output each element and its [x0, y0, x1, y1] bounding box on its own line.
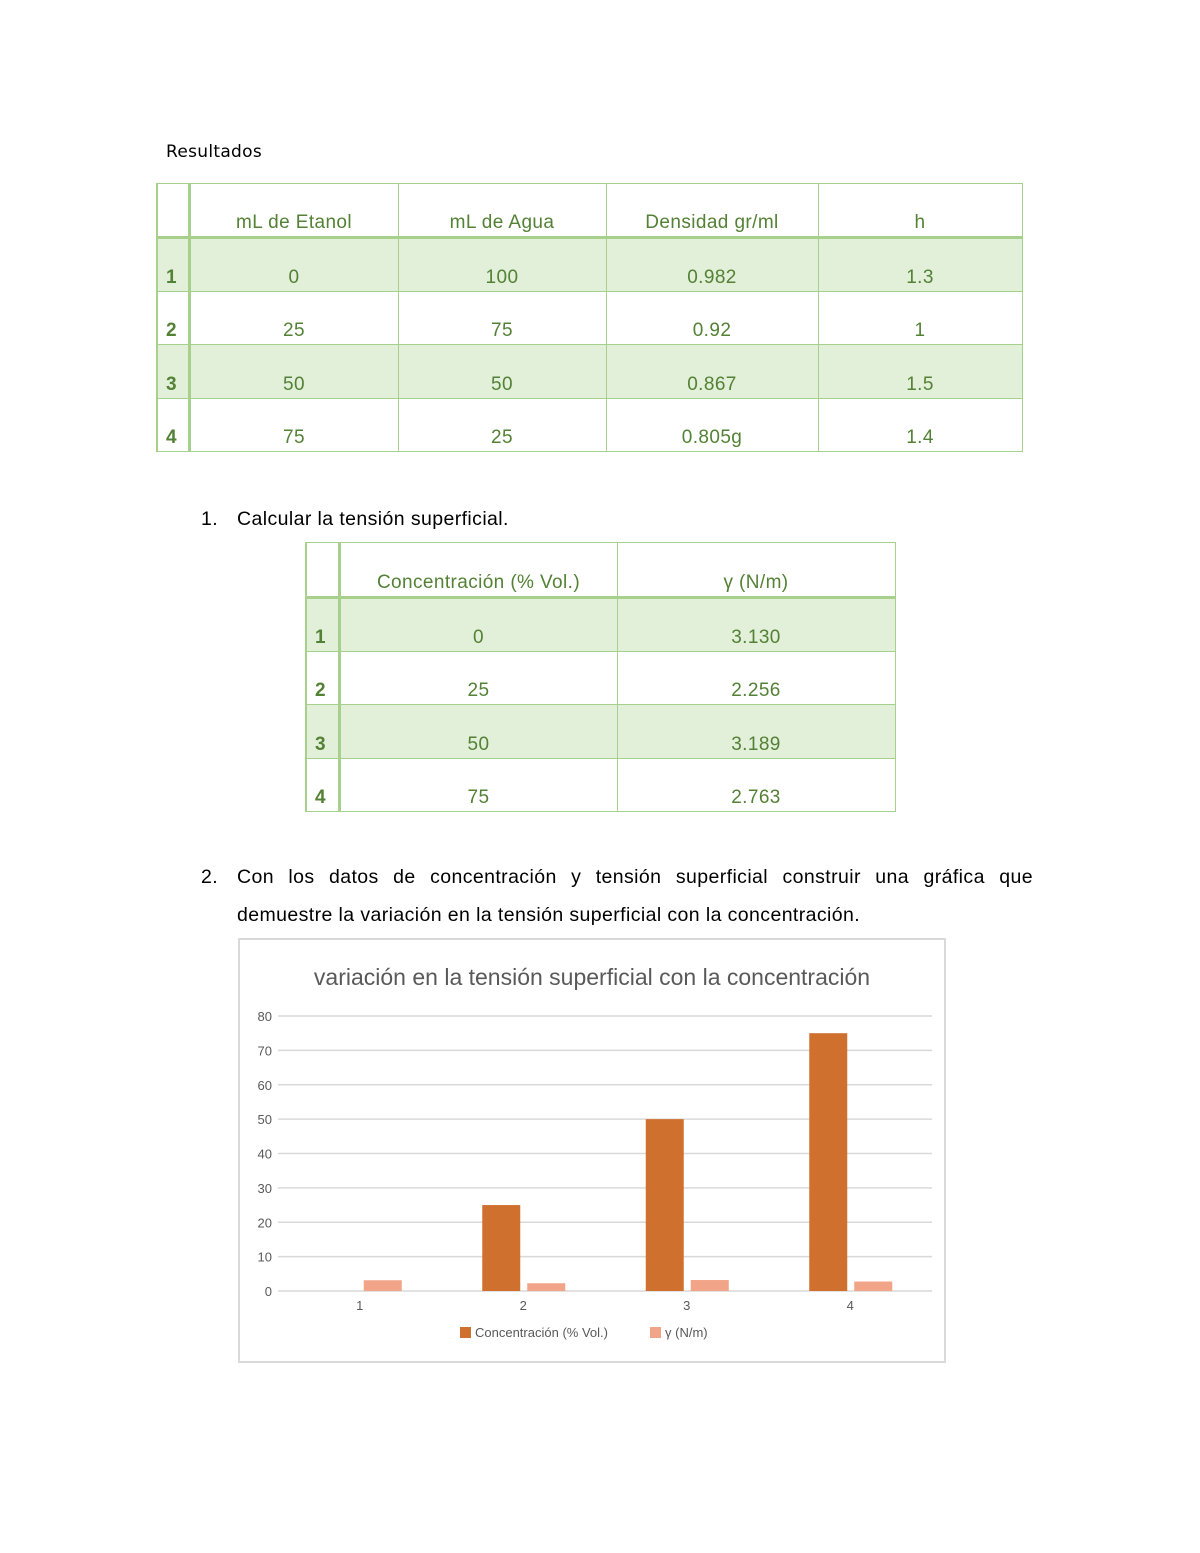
- legend-swatch: [650, 1327, 661, 1338]
- table-cell: 25: [339, 652, 617, 705]
- table-header-cell: mL de Agua: [398, 184, 606, 238]
- table-cell: 0.867: [606, 345, 818, 399]
- table-header-cell: [306, 543, 339, 598]
- row-index: 3: [306, 705, 339, 759]
- table-row: [306, 759, 895, 812]
- table-cell: 0.92: [606, 292, 818, 345]
- row-index: 1: [306, 598, 339, 652]
- table-row: [306, 705, 895, 759]
- y-tick-label: 60: [257, 1077, 272, 1093]
- bar-series-2: [854, 1282, 892, 1291]
- table-cell: 1.4: [818, 399, 1022, 452]
- table-header-cell: mL de Etanol: [189, 184, 398, 238]
- table-cell: 0: [339, 598, 617, 652]
- y-tick-label: 70: [257, 1043, 272, 1059]
- table-cell: 100: [398, 238, 606, 292]
- table-header-cell: [157, 184, 189, 238]
- table-cell: 50: [189, 345, 398, 399]
- y-tick-label: 50: [257, 1112, 272, 1128]
- y-tick-label: 40: [257, 1146, 272, 1162]
- x-tick-label: 2: [519, 1298, 527, 1313]
- row-index: 1: [157, 238, 189, 292]
- table-header-row: [306, 543, 895, 598]
- table-row: [157, 238, 1022, 292]
- y-tick-label: 0: [264, 1284, 272, 1299]
- bar-series-1: [646, 1119, 684, 1291]
- row-index: 4: [157, 399, 189, 452]
- table-header-cell: γ (N/m): [617, 543, 895, 598]
- table-cell: 2.256: [617, 652, 895, 705]
- x-tick-label: 3: [683, 1298, 691, 1313]
- bar-series-2: [527, 1283, 565, 1291]
- table-cell: 50: [339, 705, 617, 759]
- table-row: [157, 399, 1022, 452]
- row-index: 3: [157, 345, 189, 399]
- table-cell: 3.189: [617, 705, 895, 759]
- bar-series-2: [364, 1280, 402, 1291]
- table-cell: 0.805g: [606, 399, 818, 452]
- table-cell: 50: [398, 345, 606, 399]
- row-index: 2: [157, 292, 189, 345]
- table-cell: 1.3: [818, 238, 1022, 292]
- table-row: [306, 598, 895, 652]
- table-cell: 0: [189, 238, 398, 292]
- x-tick-label: 4: [846, 1298, 854, 1313]
- table-header-row: [157, 184, 1022, 238]
- question-text: Con los datos de concentración y tensión superficial construir una gráfica que demuestre la variación en la tensión superficial con la concentración.: [237, 866, 1033, 926]
- y-tick-label: 30: [257, 1180, 272, 1196]
- table-row: [157, 292, 1022, 345]
- table-row: [306, 652, 895, 705]
- table-cell: 75: [339, 759, 617, 812]
- table-cell: 3.130: [617, 598, 895, 652]
- list-number: 1.: [201, 508, 219, 530]
- bar-series-1: [482, 1205, 520, 1291]
- chart-container: [238, 938, 946, 1363]
- table-row: [157, 345, 1022, 399]
- table-cell: 0.982: [606, 238, 818, 292]
- results-table: [156, 183, 1023, 452]
- table-header-cell: Concentración (% Vol.): [339, 543, 617, 598]
- bar-series-1: [809, 1033, 847, 1291]
- section-heading: Resultados: [166, 142, 262, 162]
- question-text: Calcular la tensión superficial.: [237, 508, 509, 530]
- table-cell: 25: [398, 399, 606, 452]
- legend-swatch: [460, 1327, 471, 1338]
- table-cell: 75: [189, 399, 398, 452]
- surface-tension-table: [305, 542, 896, 812]
- list-number: 2.: [201, 866, 219, 888]
- legend-label: Concentración (% Vol.): [475, 1325, 608, 1340]
- x-tick-label: 1: [356, 1298, 364, 1313]
- y-tick-label: 20: [257, 1215, 272, 1231]
- legend-label: γ (N/m): [665, 1325, 708, 1340]
- chart-title: variación en la tensión superficial con la concentración: [313, 964, 871, 990]
- table-cell: 75: [398, 292, 606, 345]
- bar-series-2: [691, 1280, 729, 1291]
- bar-chart: [240, 940, 944, 1361]
- table-header-cell: h: [818, 184, 1022, 238]
- y-tick-label: 80: [257, 1009, 272, 1024]
- row-index: 2: [306, 652, 339, 705]
- table-header-cell: Densidad gr/ml: [606, 184, 818, 238]
- table-cell: 1: [818, 292, 1022, 345]
- table-cell: 25: [189, 292, 398, 345]
- y-tick-label: 10: [257, 1249, 272, 1265]
- table-cell: 1.5: [818, 345, 1022, 399]
- row-index: 4: [306, 759, 339, 812]
- table-cell: 2.763: [617, 759, 895, 812]
